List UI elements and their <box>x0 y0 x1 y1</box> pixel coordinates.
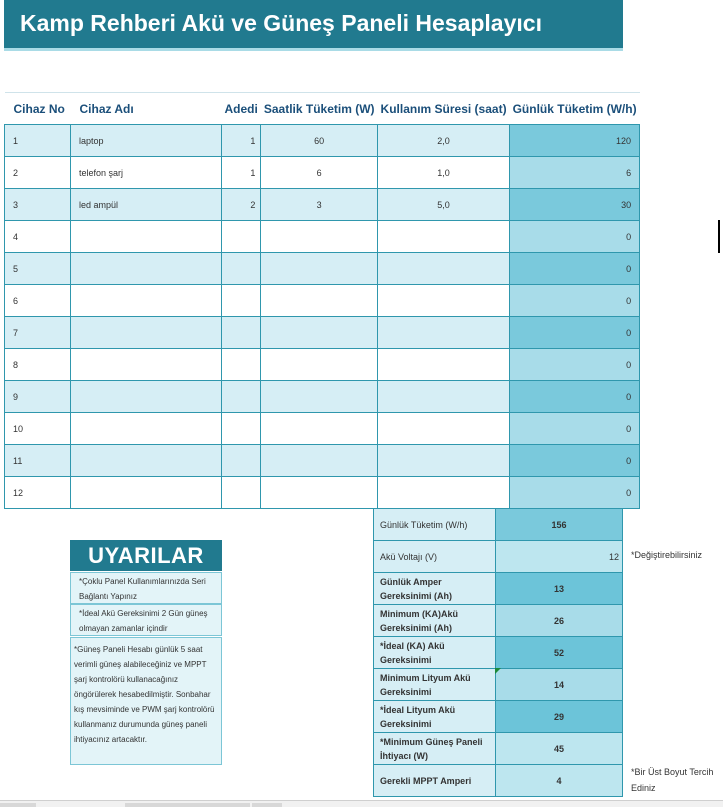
cell-hourly-consumption[interactable] <box>261 253 378 285</box>
summary-row <box>374 637 623 669</box>
cell-device-no[interactable]: 5 <box>5 253 71 285</box>
summary-label: Gerekli MPPT Amperi <box>374 765 496 797</box>
table-row <box>5 221 640 253</box>
sheet-tab-segment[interactable] <box>252 803 282 807</box>
cell-daily-consumption[interactable]: 30 <box>510 189 640 221</box>
cell-device-name[interactable]: telefon şarj <box>71 157 222 189</box>
sheet-tab-segment[interactable] <box>0 803 36 807</box>
mppt-note: *Bir Üst Boyut Tercih Ediniz <box>631 767 714 793</box>
summary-row <box>374 541 623 573</box>
cell-daily-consumption[interactable]: 0 <box>510 413 640 445</box>
table-row <box>5 477 640 509</box>
table-row <box>5 413 640 445</box>
cell-quantity[interactable] <box>222 253 261 285</box>
cell-usage-hours[interactable] <box>378 381 510 413</box>
cell-daily-consumption[interactable]: 0 <box>510 221 640 253</box>
cell-device-no[interactable]: 12 <box>5 477 71 509</box>
summary-value[interactable]: 4 <box>496 765 623 797</box>
table-row <box>5 285 640 317</box>
cell-device-no[interactable]: 7 <box>5 317 71 349</box>
title-bar <box>4 0 623 48</box>
sheet-bottom-bar <box>0 800 723 807</box>
summary-value[interactable]: 12 <box>496 541 623 573</box>
table-row <box>5 253 640 285</box>
cell-device-no[interactable]: 10 <box>5 413 71 445</box>
summary-row <box>374 605 623 637</box>
title-underline <box>4 48 623 51</box>
summary-table <box>373 508 623 797</box>
table-row <box>5 445 640 477</box>
header-device-name[interactable]: Cihaz Adı <box>71 93 222 125</box>
cell-device-name[interactable] <box>71 413 222 445</box>
cell-usage-hours[interactable] <box>378 285 510 317</box>
cell-daily-consumption[interactable]: 0 <box>510 285 640 317</box>
warnings-title: UYARILAR <box>70 540 222 571</box>
cell-quantity[interactable] <box>222 445 261 477</box>
cell-quantity[interactable] <box>222 317 261 349</box>
cell-usage-hours[interactable] <box>378 349 510 381</box>
summary-label: Günlük Tüketim (W/h) <box>374 509 496 541</box>
summary-label: Minimum Lityum Akü Gereksinimi <box>374 669 496 701</box>
cell-hourly-consumption[interactable] <box>261 381 378 413</box>
cell-device-no[interactable]: 1 <box>5 125 71 157</box>
cell-device-no[interactable]: 11 <box>5 445 71 477</box>
summary-value[interactable]: 156 <box>496 509 623 541</box>
summary-label: Minimum (KA)Akü Gereksinimi (Ah) <box>374 605 496 637</box>
cell-usage-hours[interactable] <box>378 445 510 477</box>
table-row <box>5 189 640 221</box>
cell-usage-hours[interactable] <box>378 477 510 509</box>
cell-device-no[interactable]: 2 <box>5 157 71 189</box>
header-device-no[interactable]: Cihaz No <box>5 93 71 125</box>
summary-row <box>374 509 623 541</box>
table-row <box>5 317 640 349</box>
cell-quantity[interactable] <box>222 381 261 413</box>
cell-hourly-consumption[interactable]: 60 <box>261 125 378 157</box>
cell-comment-indicator[interactable] <box>495 668 501 674</box>
summary-value[interactable]: 13 <box>496 573 623 605</box>
cell-daily-consumption[interactable]: 0 <box>510 445 640 477</box>
table-row <box>5 381 640 413</box>
table-row <box>5 125 640 157</box>
cell-usage-hours[interactable] <box>378 221 510 253</box>
cell-hourly-consumption[interactable] <box>261 221 378 253</box>
summary-label: Akü Voltajı (V) <box>374 541 496 573</box>
summary-value[interactable]: 29 <box>496 701 623 733</box>
cell-device-name[interactable]: laptop <box>71 125 222 157</box>
cell-hourly-consumption[interactable] <box>261 285 378 317</box>
table-header-row <box>5 93 640 125</box>
summary-value[interactable]: 45 <box>496 733 623 765</box>
cell-usage-hours[interactable]: 5,0 <box>378 189 510 221</box>
cell-hourly-consumption[interactable] <box>261 445 378 477</box>
cell-usage-hours[interactable] <box>378 413 510 445</box>
cell-daily-consumption[interactable]: 6 <box>510 157 640 189</box>
cell-device-name[interactable] <box>71 317 222 349</box>
cell-device-name[interactable] <box>71 253 222 285</box>
warning-item[interactable]: *Güneş Paneli Hesabı günlük 5 saat verimli güneş alabileceğiniz ve MPPT şarj kontrolörü kullanacağınız öngörülerek hesabedilmiştir. Sonbahar kış mevsiminde ve PWM şarj kontrolörü kullanmanız durumunda güneş paneli ihtiyacınız artacaktır. <box>70 637 222 765</box>
cell-hourly-consumption[interactable] <box>261 349 378 381</box>
summary-label: *İdeal (KA) Akü Gereksinimi <box>374 637 496 669</box>
cell-device-name[interactable] <box>71 477 222 509</box>
cell-quantity[interactable] <box>222 413 261 445</box>
cell-quantity[interactable] <box>222 221 261 253</box>
summary-label: Günlük Amper Gereksinimi (Ah) <box>374 573 496 605</box>
header-usage-hours[interactable]: Kullanım Süresi (saat) <box>378 93 510 125</box>
header-hourly-consumption[interactable]: Saatlik Tüketim (W) <box>261 93 378 125</box>
cell-device-name[interactable] <box>71 445 222 477</box>
cell-usage-hours[interactable] <box>378 253 510 285</box>
cell-device-name[interactable] <box>71 221 222 253</box>
cell-daily-consumption[interactable]: 0 <box>510 349 640 381</box>
summary-value[interactable]: 52 <box>496 637 623 669</box>
sheet-tab-segment[interactable] <box>125 803 250 807</box>
cell-device-no[interactable]: 8 <box>5 349 71 381</box>
cell-hourly-consumption[interactable] <box>261 413 378 445</box>
warning-item[interactable]: *İdeal Akü Gereksinimi 2 Gün güneş olmayan zamanlar içindir <box>70 604 222 636</box>
cell-device-name[interactable]: led ampül <box>71 189 222 221</box>
cell-quantity[interactable]: 1 <box>222 125 261 157</box>
cell-quantity[interactable]: 2 <box>222 189 261 221</box>
cell-daily-consumption[interactable]: 0 <box>510 381 640 413</box>
cell-device-no[interactable]: 3 <box>5 189 71 221</box>
cell-daily-consumption[interactable]: 120 <box>510 125 640 157</box>
header-quantity[interactable]: Adedi <box>222 93 261 125</box>
table-row <box>5 157 640 189</box>
cell-hourly-consumption[interactable]: 3 <box>261 189 378 221</box>
cell-usage-hours[interactable] <box>378 317 510 349</box>
summary-row <box>374 573 623 605</box>
summary-label: *İdeal Lityum Akü Gereksinimi <box>374 701 496 733</box>
device-table <box>4 92 640 509</box>
voltage-note: *Değiştirebilirsiniz <box>631 550 703 560</box>
cell-usage-hours[interactable]: 1,0 <box>378 157 510 189</box>
cell-quantity[interactable] <box>222 285 261 317</box>
cell-device-name[interactable] <box>71 285 222 317</box>
cell-device-no[interactable]: 6 <box>5 285 71 317</box>
cell-device-name[interactable] <box>71 381 222 413</box>
warning-item[interactable]: *Çoklu Panel Kullanımlarınızda Seri Bağlantı Yapınız <box>70 572 222 604</box>
cell-hourly-consumption[interactable] <box>261 317 378 349</box>
cell-daily-consumption[interactable]: 0 <box>510 317 640 349</box>
cell-device-no[interactable]: 4 <box>5 221 71 253</box>
cell-hourly-consumption[interactable] <box>261 477 378 509</box>
cell-quantity[interactable] <box>222 349 261 381</box>
summary-row <box>374 701 623 733</box>
cell-device-no[interactable]: 9 <box>5 381 71 413</box>
cell-hourly-consumption[interactable]: 6 <box>261 157 378 189</box>
cell-daily-consumption[interactable]: 0 <box>510 253 640 285</box>
summary-value[interactable]: 14 <box>496 669 623 701</box>
summary-row <box>374 733 623 765</box>
text-cursor <box>718 220 720 253</box>
cell-device-name[interactable] <box>71 349 222 381</box>
summary-row <box>374 765 623 797</box>
cell-quantity[interactable] <box>222 477 261 509</box>
table-row <box>5 349 640 381</box>
summary-label: *Minimum Güneş Paneli İhtiyacı (W) <box>374 733 496 765</box>
cell-usage-hours[interactable]: 2,0 <box>378 125 510 157</box>
cell-quantity[interactable]: 1 <box>222 157 261 189</box>
page-title: Kamp Rehberi Akü ve Güneş Paneli Hesaplayıcı <box>20 10 542 36</box>
cell-daily-consumption[interactable]: 0 <box>510 477 640 509</box>
summary-value[interactable]: 26 <box>496 605 623 637</box>
header-daily-consumption[interactable]: Günlük Tüketim (W/h) <box>510 93 640 125</box>
